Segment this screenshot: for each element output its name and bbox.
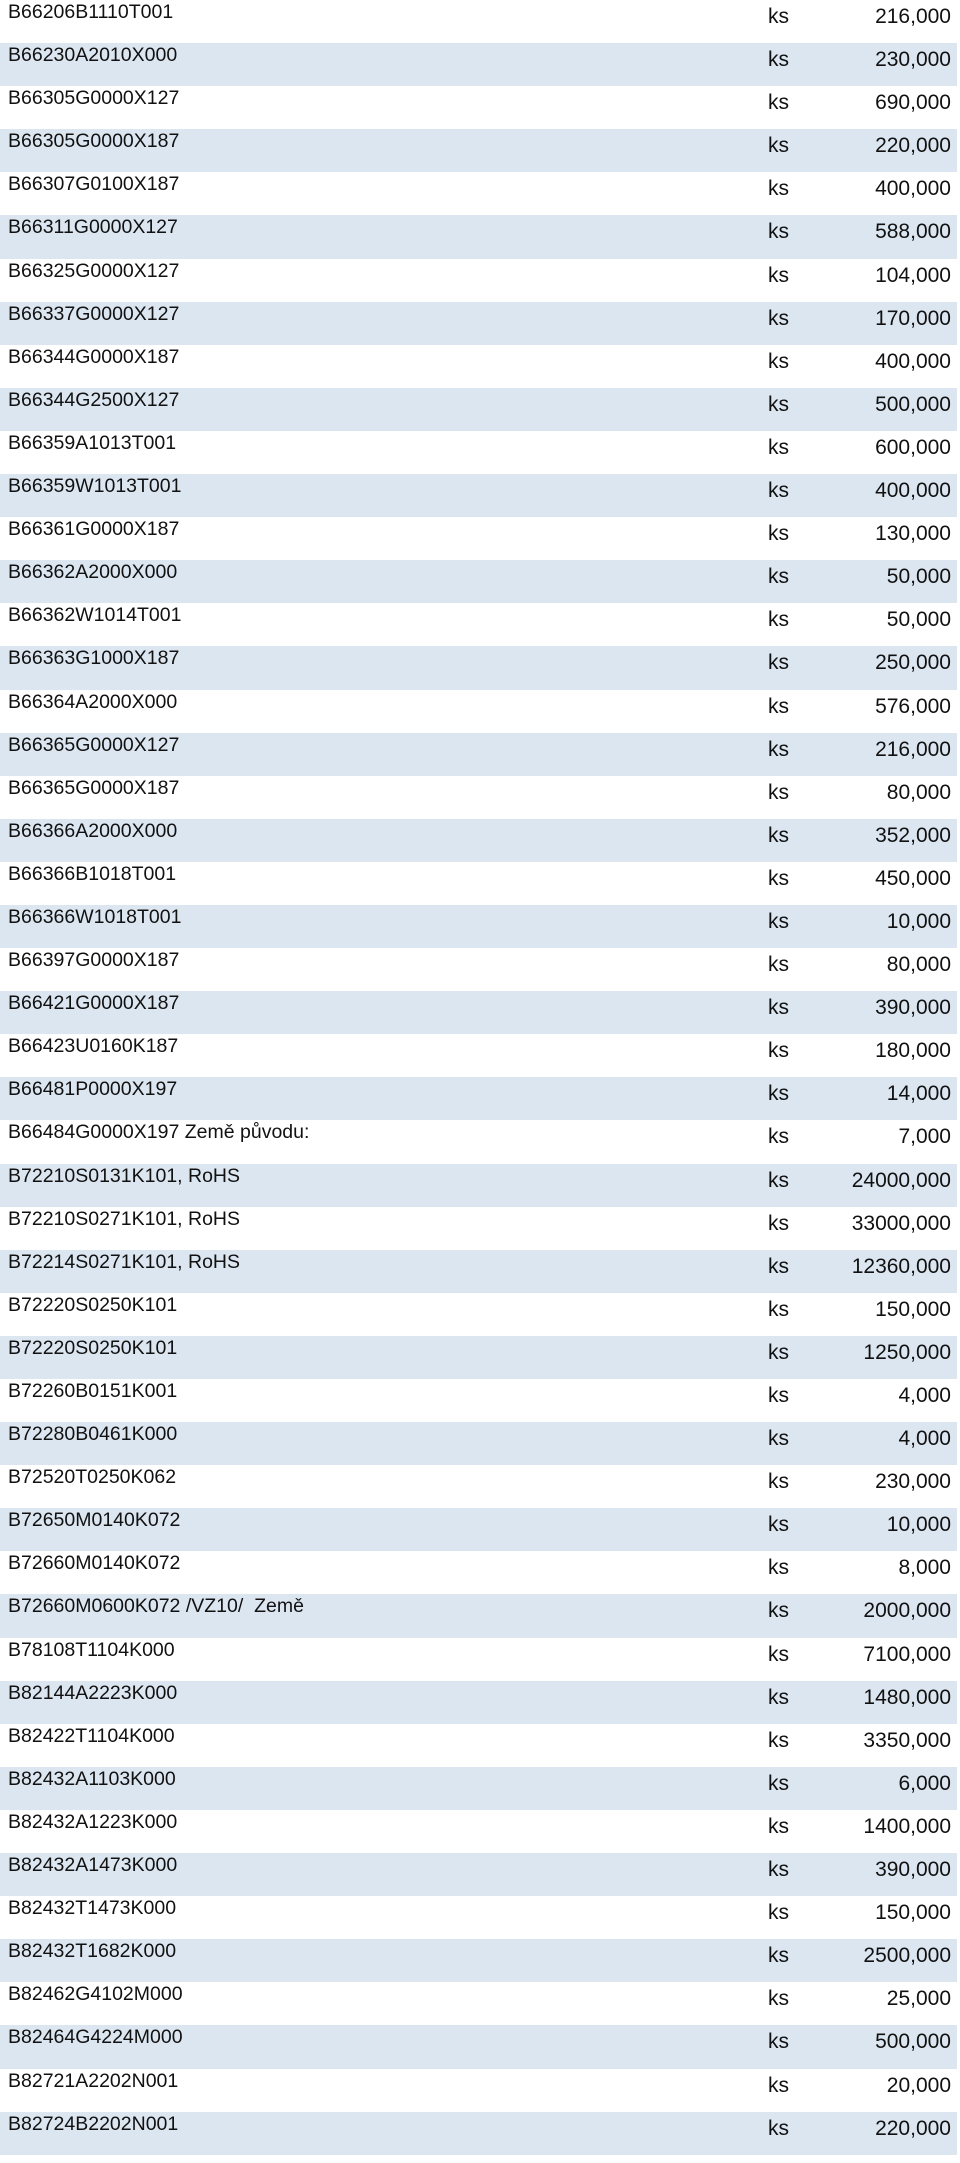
table-row xyxy=(0,1422,957,1465)
part-code: B66344G2500X127 xyxy=(8,388,180,411)
quantity: 220,000 xyxy=(875,2116,951,2140)
quantity: 33000,000 xyxy=(851,1211,951,1235)
unit: ks xyxy=(768,909,789,933)
quantity: 25,000 xyxy=(886,1987,951,2011)
part-code: B66337G0000X127 xyxy=(8,302,180,325)
part-code: B66305G0000X127 xyxy=(8,87,180,110)
unit: ks xyxy=(768,479,789,503)
part-code: B66366W1018T001 xyxy=(8,905,182,928)
table-row xyxy=(0,43,957,86)
quantity: 6,000 xyxy=(898,1771,951,1795)
quantity: 576,000 xyxy=(875,694,951,718)
quantity: 500,000 xyxy=(875,2030,951,2054)
unit: ks xyxy=(768,1125,789,1149)
part-code: B72210S0271K101, RoHS xyxy=(8,1207,241,1230)
part-code: B66363G1000X187 xyxy=(8,647,180,670)
unit: ks xyxy=(768,177,789,201)
part-code: B66364A2000X000 xyxy=(8,690,178,713)
table-row xyxy=(0,302,957,345)
quantity: 588,000 xyxy=(875,220,951,244)
quantity: 2500,000 xyxy=(863,1944,951,1968)
part-code: B82464G4224M000 xyxy=(8,2026,183,2049)
part-code: B72660M0600K072 /VZ10/ Země xyxy=(8,1595,304,1618)
quantity: 20,000 xyxy=(886,2073,951,2097)
unit: ks xyxy=(768,1211,789,1235)
part-code: B82462G4102M000 xyxy=(8,1983,183,2006)
table-row xyxy=(0,0,957,43)
unit: ks xyxy=(768,1901,789,1925)
quantity: 50,000 xyxy=(886,565,951,589)
unit: ks xyxy=(768,1427,789,1451)
part-code: B72214S0271K101, RoHS xyxy=(8,1250,241,1273)
table-row xyxy=(0,86,957,129)
quantity: 10,000 xyxy=(886,1513,951,1537)
part-code: B66359W1013T001 xyxy=(8,475,182,498)
table-row xyxy=(0,1982,957,2025)
unit: ks xyxy=(768,780,789,804)
table-row xyxy=(0,388,957,431)
unit: ks xyxy=(768,392,789,416)
table-row xyxy=(0,1853,957,1896)
unit: ks xyxy=(768,48,789,72)
quantity: 170,000 xyxy=(875,306,951,330)
part-code: B66365G0000X127 xyxy=(8,733,180,756)
table-row xyxy=(0,1207,957,1250)
table-row xyxy=(0,690,957,733)
unit: ks xyxy=(768,1254,789,1278)
quantity: 7,000 xyxy=(898,1125,951,1149)
quantity: 450,000 xyxy=(875,866,951,890)
unit: ks xyxy=(768,1599,789,1623)
quantity: 150,000 xyxy=(875,1901,951,1925)
unit: ks xyxy=(768,5,789,28)
table-row xyxy=(0,1896,957,1939)
unit: ks xyxy=(768,1470,789,1494)
table-row xyxy=(0,1077,957,1120)
part-code: B72220S0250K101 xyxy=(8,1336,178,1359)
quantity: 14,000 xyxy=(886,1082,951,1106)
table-row xyxy=(0,560,957,603)
part-code: B66359A1013T001 xyxy=(8,431,177,454)
part-code: B66423U0160K187 xyxy=(8,1035,179,1058)
quantity: 1480,000 xyxy=(863,1685,951,1709)
unit: ks xyxy=(768,1556,789,1580)
part-code: B66325G0000X127 xyxy=(8,259,180,282)
unit: ks xyxy=(768,1082,789,1106)
quantity: 230,000 xyxy=(875,1470,951,1494)
quantity: 50,000 xyxy=(886,608,951,632)
quantity: 1250,000 xyxy=(863,1340,951,1364)
quantity: 80,000 xyxy=(886,780,951,804)
part-code: B82724B2202N001 xyxy=(8,2112,179,2135)
unit: ks xyxy=(768,1987,789,2011)
unit: ks xyxy=(768,1039,789,1063)
unit: ks xyxy=(768,522,789,546)
unit: ks xyxy=(768,2116,789,2140)
unit: ks xyxy=(768,220,789,244)
quantity: 4,000 xyxy=(898,1384,951,1407)
quantity: 7100,000 xyxy=(863,1642,951,1666)
table-row xyxy=(0,2069,957,2112)
quantity: 600,000 xyxy=(875,435,951,459)
table-row xyxy=(0,646,957,689)
part-code: B82432A1473K000 xyxy=(8,1854,178,1877)
part-code: B66344G0000X187 xyxy=(8,345,180,368)
quantity: 12360,000 xyxy=(851,1254,951,1278)
part-code: B82432T1473K000 xyxy=(8,1897,177,1920)
table-row xyxy=(0,1551,957,1594)
part-code: B72260B0151K001 xyxy=(8,1380,178,1402)
part-code: B82422T1104K000 xyxy=(8,1724,175,1747)
unit: ks xyxy=(768,1858,789,1882)
quantity: 250,000 xyxy=(875,651,951,675)
unit: ks xyxy=(768,2073,789,2097)
part-code: B72650M0140K072 xyxy=(8,1509,181,1532)
quantity: 1400,000 xyxy=(863,1814,951,1838)
unit: ks xyxy=(768,565,789,589)
table-row xyxy=(0,1293,957,1336)
quantity: 104,000 xyxy=(875,263,951,287)
unit: ks xyxy=(768,651,789,675)
table-row xyxy=(0,215,957,258)
part-code: B66366B1018T001 xyxy=(8,862,177,885)
quantity: 24000,000 xyxy=(851,1168,951,1192)
part-code: B66305G0000X187 xyxy=(8,130,180,153)
quantity: 400,000 xyxy=(875,177,951,201)
quantity: 150,000 xyxy=(875,1297,951,1321)
quantity: 130,000 xyxy=(875,522,951,546)
part-code: B66206B1110T001 xyxy=(8,1,174,23)
quantity: 3350,000 xyxy=(863,1728,951,1752)
quantity: 8,000 xyxy=(898,1556,951,1580)
table-row xyxy=(0,1250,957,1293)
unit: ks xyxy=(768,1384,789,1407)
unit: ks xyxy=(768,349,789,373)
quantity: 216,000 xyxy=(875,737,951,761)
part-code: B82432A1223K000 xyxy=(8,1810,178,1833)
unit: ks xyxy=(768,694,789,718)
table-row xyxy=(0,2025,957,2068)
table-row xyxy=(0,1810,957,1853)
table-row xyxy=(0,1164,957,1207)
unit: ks xyxy=(768,866,789,890)
quantity: 220,000 xyxy=(875,134,951,158)
table-row xyxy=(0,1120,957,1163)
unit: ks xyxy=(768,91,789,115)
quantity: 400,000 xyxy=(875,479,951,503)
table-row xyxy=(0,1638,957,1681)
table-row xyxy=(0,1724,957,1767)
part-code: B82432T1682K000 xyxy=(8,1940,177,1963)
part-code: B82144A2223K000 xyxy=(8,1681,178,1704)
table-row xyxy=(0,1465,957,1508)
quantity: 4,000 xyxy=(898,1427,951,1451)
unit: ks xyxy=(768,1340,789,1364)
table-row xyxy=(0,1336,957,1379)
unit: ks xyxy=(768,435,789,459)
unit: ks xyxy=(768,1814,789,1838)
part-code: B72660M0140K072 xyxy=(8,1552,181,1575)
unit: ks xyxy=(768,608,789,632)
table-row xyxy=(0,2112,957,2155)
quantity: 230,000 xyxy=(875,48,951,72)
table-row xyxy=(0,129,957,172)
unit: ks xyxy=(768,1168,789,1192)
unit: ks xyxy=(768,263,789,287)
unit: ks xyxy=(768,996,789,1020)
part-code: B66397G0000X187 xyxy=(8,949,180,972)
quantity: 500,000 xyxy=(875,392,951,416)
quantity: 216,000 xyxy=(875,5,951,28)
table-row xyxy=(0,862,957,905)
part-code: B82432A1103K000 xyxy=(8,1767,176,1790)
quantity: 390,000 xyxy=(875,996,951,1020)
part-code: B66361G0000X187 xyxy=(8,518,180,541)
unit: ks xyxy=(768,1944,789,1968)
table-row xyxy=(0,1379,957,1422)
part-code: B66311G0000X127 xyxy=(8,216,178,239)
table-row xyxy=(0,172,957,215)
part-code: B72210S0131K101, RoHS xyxy=(8,1164,241,1187)
quantity: 352,000 xyxy=(875,823,951,847)
part-code: B66366A2000X000 xyxy=(8,819,178,842)
unit: ks xyxy=(768,1642,789,1666)
table-row xyxy=(0,1034,957,1077)
part-code: B72220S0250K101 xyxy=(8,1293,178,1316)
table-row xyxy=(0,1939,957,1982)
quantity: 80,000 xyxy=(886,953,951,977)
part-code: B66362W1014T001 xyxy=(8,604,182,627)
table-row xyxy=(0,345,957,388)
part-code: B66362A2000X000 xyxy=(8,561,178,584)
unit: ks xyxy=(768,953,789,977)
part-code: B66230A2010X000 xyxy=(8,44,178,67)
unit: ks xyxy=(768,1685,789,1709)
quantity: 390,000 xyxy=(875,1858,951,1882)
table-row xyxy=(0,1508,957,1551)
unit: ks xyxy=(768,823,789,847)
table-row xyxy=(0,819,957,862)
part-code: B66484G0000X197 Země původu: xyxy=(8,1121,310,1144)
unit: ks xyxy=(768,2030,789,2054)
unit: ks xyxy=(768,306,789,330)
table-row xyxy=(0,1681,957,1724)
unit: ks xyxy=(768,1728,789,1752)
table-row xyxy=(0,517,957,560)
table-row xyxy=(0,431,957,474)
quantity: 180,000 xyxy=(875,1039,951,1063)
part-code: B66481P0000X197 xyxy=(8,1078,178,1101)
part-code: B66307G0100X187 xyxy=(8,173,180,196)
quantity: 2000,000 xyxy=(863,1599,951,1623)
unit: ks xyxy=(768,1771,789,1795)
part-code: B72280B0461K000 xyxy=(8,1423,178,1446)
table-row xyxy=(0,905,957,948)
table-row xyxy=(0,991,957,1034)
quantity: 400,000 xyxy=(875,349,951,373)
quantity: 10,000 xyxy=(886,909,951,933)
table-row xyxy=(0,474,957,517)
unit: ks xyxy=(768,134,789,158)
table-row xyxy=(0,776,957,819)
table-row xyxy=(0,259,957,302)
part-code: B78108T1104K000 xyxy=(8,1638,175,1661)
part-code: B82721A2202N001 xyxy=(8,2069,179,2092)
part-code: B72520T0250K062 xyxy=(8,1466,177,1489)
table-row xyxy=(0,603,957,646)
table-row xyxy=(0,733,957,776)
part-code: B66365G0000X187 xyxy=(8,776,180,799)
unit: ks xyxy=(768,737,789,761)
part-code: B66421G0000X187 xyxy=(8,992,180,1015)
table-row xyxy=(0,1767,957,1810)
unit: ks xyxy=(768,1513,789,1537)
table-row xyxy=(0,1594,957,1637)
table-row xyxy=(0,948,957,991)
quantity: 690,000 xyxy=(875,91,951,115)
unit: ks xyxy=(768,1297,789,1321)
